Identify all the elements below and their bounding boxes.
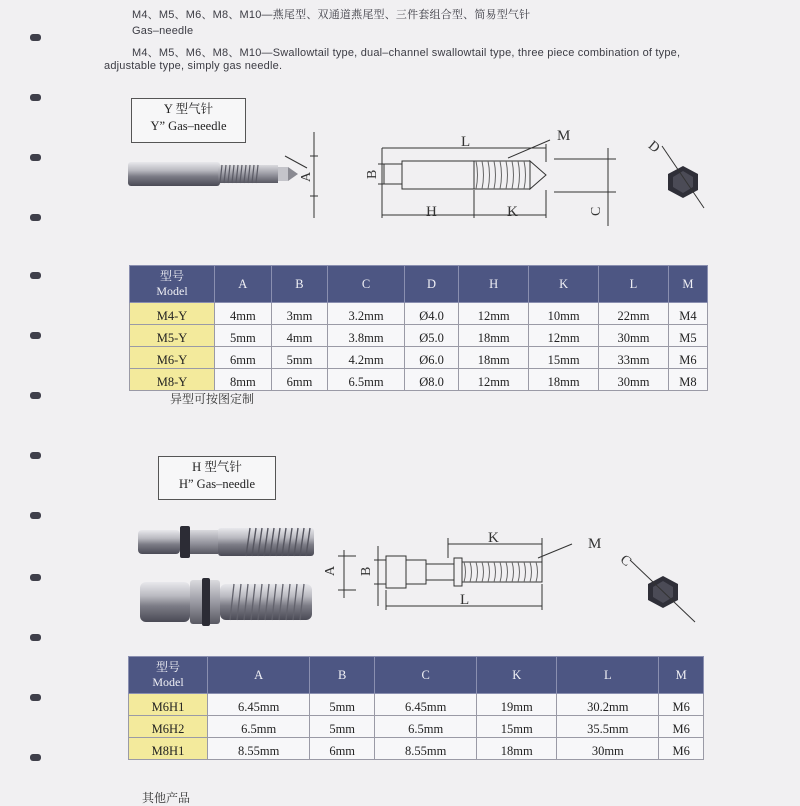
table-cell: 22mm (599, 303, 669, 325)
table-cell: 19mm (477, 694, 557, 716)
table-cell: 30mm (599, 325, 669, 347)
table-cell: 4.2mm (328, 347, 405, 369)
y-title-cn: Y 型气针 (163, 102, 214, 116)
header-col: D (404, 266, 458, 303)
table-cell: Ø6.0 (404, 347, 458, 369)
model-cell: M5-Y (130, 325, 215, 347)
y-dim-a: A (299, 171, 314, 182)
table-cell: M4 (668, 303, 707, 325)
h-dim-a: A (323, 565, 338, 576)
table-row (130, 347, 708, 369)
table-cell: M8 (668, 369, 707, 391)
intro-en-line2: M4、M5、M6、M8、M10—Swallowtail type, dual–channel swallowtail type, three piece combination of type, (132, 47, 681, 59)
h-spec-table (128, 656, 704, 760)
table-cell: 15mm (529, 347, 599, 369)
header-col: L (599, 266, 669, 303)
header-col: K (529, 266, 599, 303)
model-cell: M6H1 (129, 694, 208, 716)
binder-holes (30, 0, 44, 800)
table-cell: 18mm (459, 325, 529, 347)
y-dim-d: D (644, 138, 663, 157)
binder-hole (30, 754, 41, 761)
y-needle-photo (128, 162, 298, 186)
table-row (129, 738, 704, 760)
footer-cut-text: 其他产品 (142, 791, 191, 805)
table-cell: 30.2mm (557, 694, 659, 716)
table-cell: 6.5mm (208, 716, 310, 738)
h-section-title (158, 456, 276, 500)
table-cell: 5mm (215, 325, 272, 347)
table-cell: 3.8mm (328, 325, 405, 347)
custom-order-note: 异型可按图定制 (170, 392, 255, 406)
table-cell: 18mm (477, 738, 557, 760)
binder-hole (30, 34, 41, 41)
table-cell: Ø8.0 (404, 369, 458, 391)
table-cell: 30mm (557, 738, 659, 760)
table-cell: 4mm (271, 325, 328, 347)
table-row (130, 325, 708, 347)
table-cell: 4mm (215, 303, 272, 325)
h-hex-section (630, 560, 695, 622)
table-cell: 3mm (271, 303, 328, 325)
model-cell: M8H1 (129, 738, 208, 760)
intro-en-line3: adjustable type, simply gas needle. (104, 60, 283, 72)
table-header-row (129, 657, 704, 694)
intro-cn: M4、M5、M6、M8、M10—燕尾型、双通道燕尾型、三件套组合型、简易型气针 (132, 9, 531, 21)
header-col: M (659, 657, 704, 694)
h-needle-photo-top (138, 526, 314, 558)
table-cell: 8.55mm (374, 738, 476, 760)
binder-hole (30, 272, 41, 279)
table-cell: 3.2mm (328, 303, 405, 325)
header-col: C (374, 657, 476, 694)
h-needle-photo-bottom (140, 578, 312, 626)
table-cell: Ø5.0 (404, 325, 458, 347)
h-title-en: H” Gas–needle (178, 477, 255, 491)
model-cell: M8-Y (130, 369, 215, 391)
y-dim-h: H (426, 204, 437, 220)
h-dim-c: C (616, 552, 634, 570)
table-cell: 6.45mm (374, 694, 476, 716)
table-cell: 15mm (477, 716, 557, 738)
binder-hole (30, 512, 41, 519)
header-col: L (557, 657, 659, 694)
binder-hole (30, 574, 41, 581)
header-col: A (208, 657, 310, 694)
table-cell: 12mm (459, 369, 529, 391)
table-cell: 5mm (310, 716, 375, 738)
table-cell: M6 (668, 347, 707, 369)
table-cell: 10mm (529, 303, 599, 325)
h-dim-k: K (488, 530, 499, 546)
table-cell: 5mm (271, 347, 328, 369)
model-cell: M6H2 (129, 716, 208, 738)
table-cell: M6 (659, 694, 704, 716)
table-row (130, 369, 708, 391)
binder-hole (30, 94, 41, 101)
table-row (129, 694, 704, 716)
header-model: 型号 Model (130, 266, 215, 303)
h-dim-b: B (359, 566, 374, 576)
table-cell: 18mm (529, 369, 599, 391)
table-header-row (130, 266, 708, 303)
header-col: A (215, 266, 272, 303)
y-dim-b: B (365, 169, 380, 179)
intro-en-line1: Gas–needle (132, 25, 194, 37)
table-cell: 35.5mm (557, 716, 659, 738)
y-hex-section (662, 146, 704, 208)
y-dim-m: M (557, 128, 571, 144)
y-dim-l: L (461, 134, 471, 150)
table-cell: 6.45mm (208, 694, 310, 716)
table-row (130, 303, 708, 325)
h-dim-l: L (460, 592, 470, 608)
table-cell: 6mm (271, 369, 328, 391)
table-cell: 6mm (215, 347, 272, 369)
binder-hole (30, 634, 41, 641)
y-dim-k: K (507, 204, 518, 220)
table-cell: 33mm (599, 347, 669, 369)
header-model: 型号 Model (129, 657, 208, 694)
header-col: B (271, 266, 328, 303)
y-needle-diagram (120, 118, 720, 238)
header-col: H (459, 266, 529, 303)
table-cell: 8.55mm (208, 738, 310, 760)
h-dim-m: M (588, 536, 602, 552)
binder-hole (30, 392, 41, 399)
table-cell: M6 (659, 716, 704, 738)
binder-hole (30, 694, 41, 701)
h-needle-diagram (130, 510, 720, 640)
table-cell: M5 (668, 325, 707, 347)
table-cell: 6.5mm (328, 369, 405, 391)
y-dim-c: C (589, 206, 604, 216)
header-col: K (477, 657, 557, 694)
table-cell: 5mm (310, 694, 375, 716)
table-cell: 18mm (459, 347, 529, 369)
header-col: B (310, 657, 375, 694)
table-cell: 6mm (310, 738, 375, 760)
model-cell: M6-Y (130, 347, 215, 369)
table-cell: Ø4.0 (404, 303, 458, 325)
y-spec-table (129, 265, 708, 391)
table-cell: 30mm (599, 369, 669, 391)
binder-hole (30, 154, 41, 161)
table-cell: 12mm (459, 303, 529, 325)
header-col: M (668, 266, 707, 303)
h-title-cn: H 型气针 (192, 460, 242, 474)
table-cell: 8mm (215, 369, 272, 391)
model-cell: M4-Y (130, 303, 215, 325)
table-row (129, 716, 704, 738)
binder-hole (30, 214, 41, 221)
binder-hole (30, 332, 41, 339)
table-cell: 12mm (529, 325, 599, 347)
y-title-en: Y” Gas–needle (150, 119, 227, 133)
header-col: C (328, 266, 405, 303)
binder-hole (30, 452, 41, 459)
table-cell: 6.5mm (374, 716, 476, 738)
table-cell: M6 (659, 738, 704, 760)
